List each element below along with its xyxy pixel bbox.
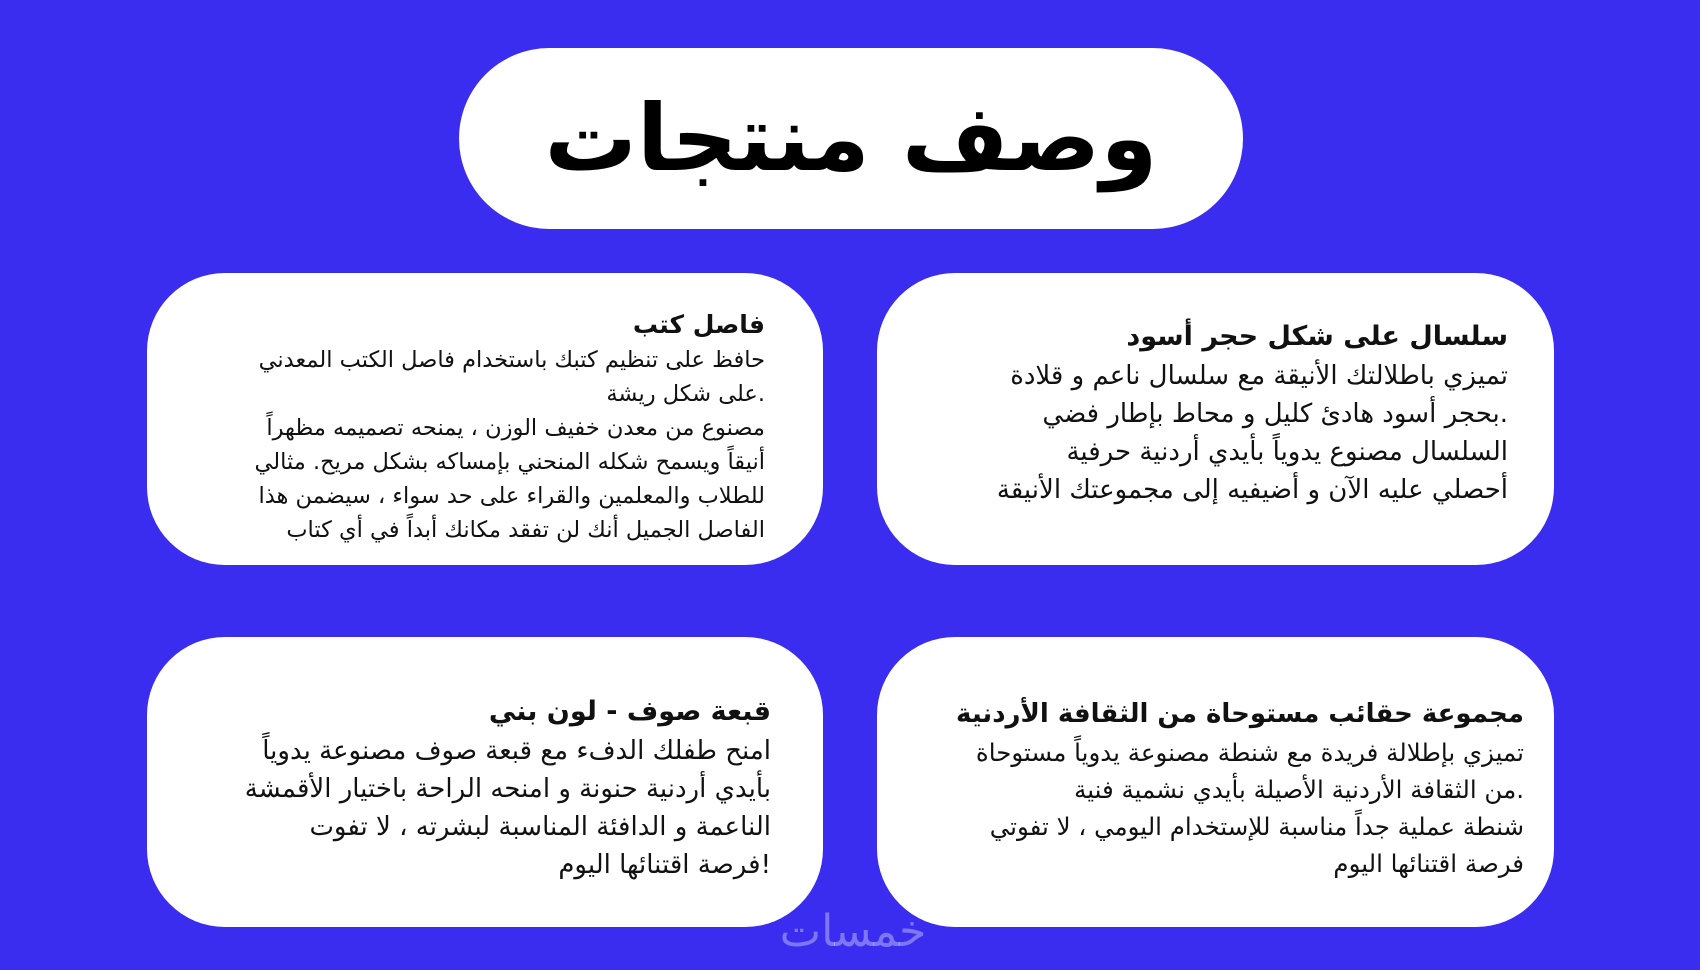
product-title: فاصل كتب (632, 310, 765, 339)
product-description-line: حافظ على تنظيم كتبك باستخدام فاصل الكتب المعدني (258, 347, 765, 373)
product-description-line: أنيقاً ويسمح شكله المنحني بإمساكه بشكل مريح. مثالي (254, 449, 765, 475)
product-description-line: أحصلي عليه الآن و أضيفيه إلى مجموعتك الأنيقة (996, 475, 1508, 505)
watermark-logo: خمسات (779, 905, 927, 957)
product-title: قبعة صوف - لون بني (488, 696, 771, 727)
product-description-line: .على شكل ريشة (606, 381, 765, 407)
product-description-line: الفاصل الجميل أنك لن تفقد مكانك أبداً في أي كتاب (286, 517, 765, 543)
title-banner (459, 48, 1243, 229)
product-title: مجموعة حقائب مستوحاة من الثقافة الأردنية (956, 699, 1524, 729)
product-description-line: تميزي باطلالتك الأنيقة مع سلسال ناعم و قلادة (1010, 361, 1508, 391)
product-description-line: فرصة اقتنائها اليوم (1333, 849, 1524, 878)
product-description-line: .من الثقافة الأردنية الأصيلة بأيدي نشمية فنية (1074, 775, 1524, 804)
product-title: سلسال على شكل حجر أسود (1126, 321, 1508, 352)
product-card-necklace (877, 273, 1554, 565)
page-title: وصف منتجات (544, 84, 1158, 192)
product-description-line: .بحجر أسود هادئ كليل و محاط بإطار فضي (1042, 399, 1508, 429)
product-description-line: تميزي بإطلالة فريدة مع شنطة مصنوعة يدوياً مستوحاة (975, 738, 1524, 767)
product-card-hat (147, 637, 823, 927)
product-description-line: بأيدي أردنية حنونة و امنحه الراحة باختيار الأقمشة (244, 774, 771, 804)
product-description-line: الناعمة و الدافئة المناسبة لبشرته ، لا تفوت (309, 812, 771, 842)
product-description-line: مصنوع من معدن خفيف الوزن ، يمنحه تصميمه مظهراً (266, 415, 765, 441)
product-description-line: السلسال مصنوع يدوياً بأيدي أردنية حرفية (1066, 437, 1508, 467)
product-card-bags (877, 637, 1554, 927)
product-description-line: للطلاب والمعلمين والقراء على حد سواء ، سيضمن هذا (258, 483, 765, 509)
product-description-line: امنح طفلك الدفء مع قبعة صوف مصنوعة يدوياً (262, 736, 771, 766)
product-description-line: !فرصة اقتنائها اليوم (558, 850, 771, 880)
product-card-bookmark (147, 273, 823, 565)
product-description-line: شنطة عملية جداً مناسبة للإستخدام اليومي ، لا تفوتي (989, 812, 1524, 841)
